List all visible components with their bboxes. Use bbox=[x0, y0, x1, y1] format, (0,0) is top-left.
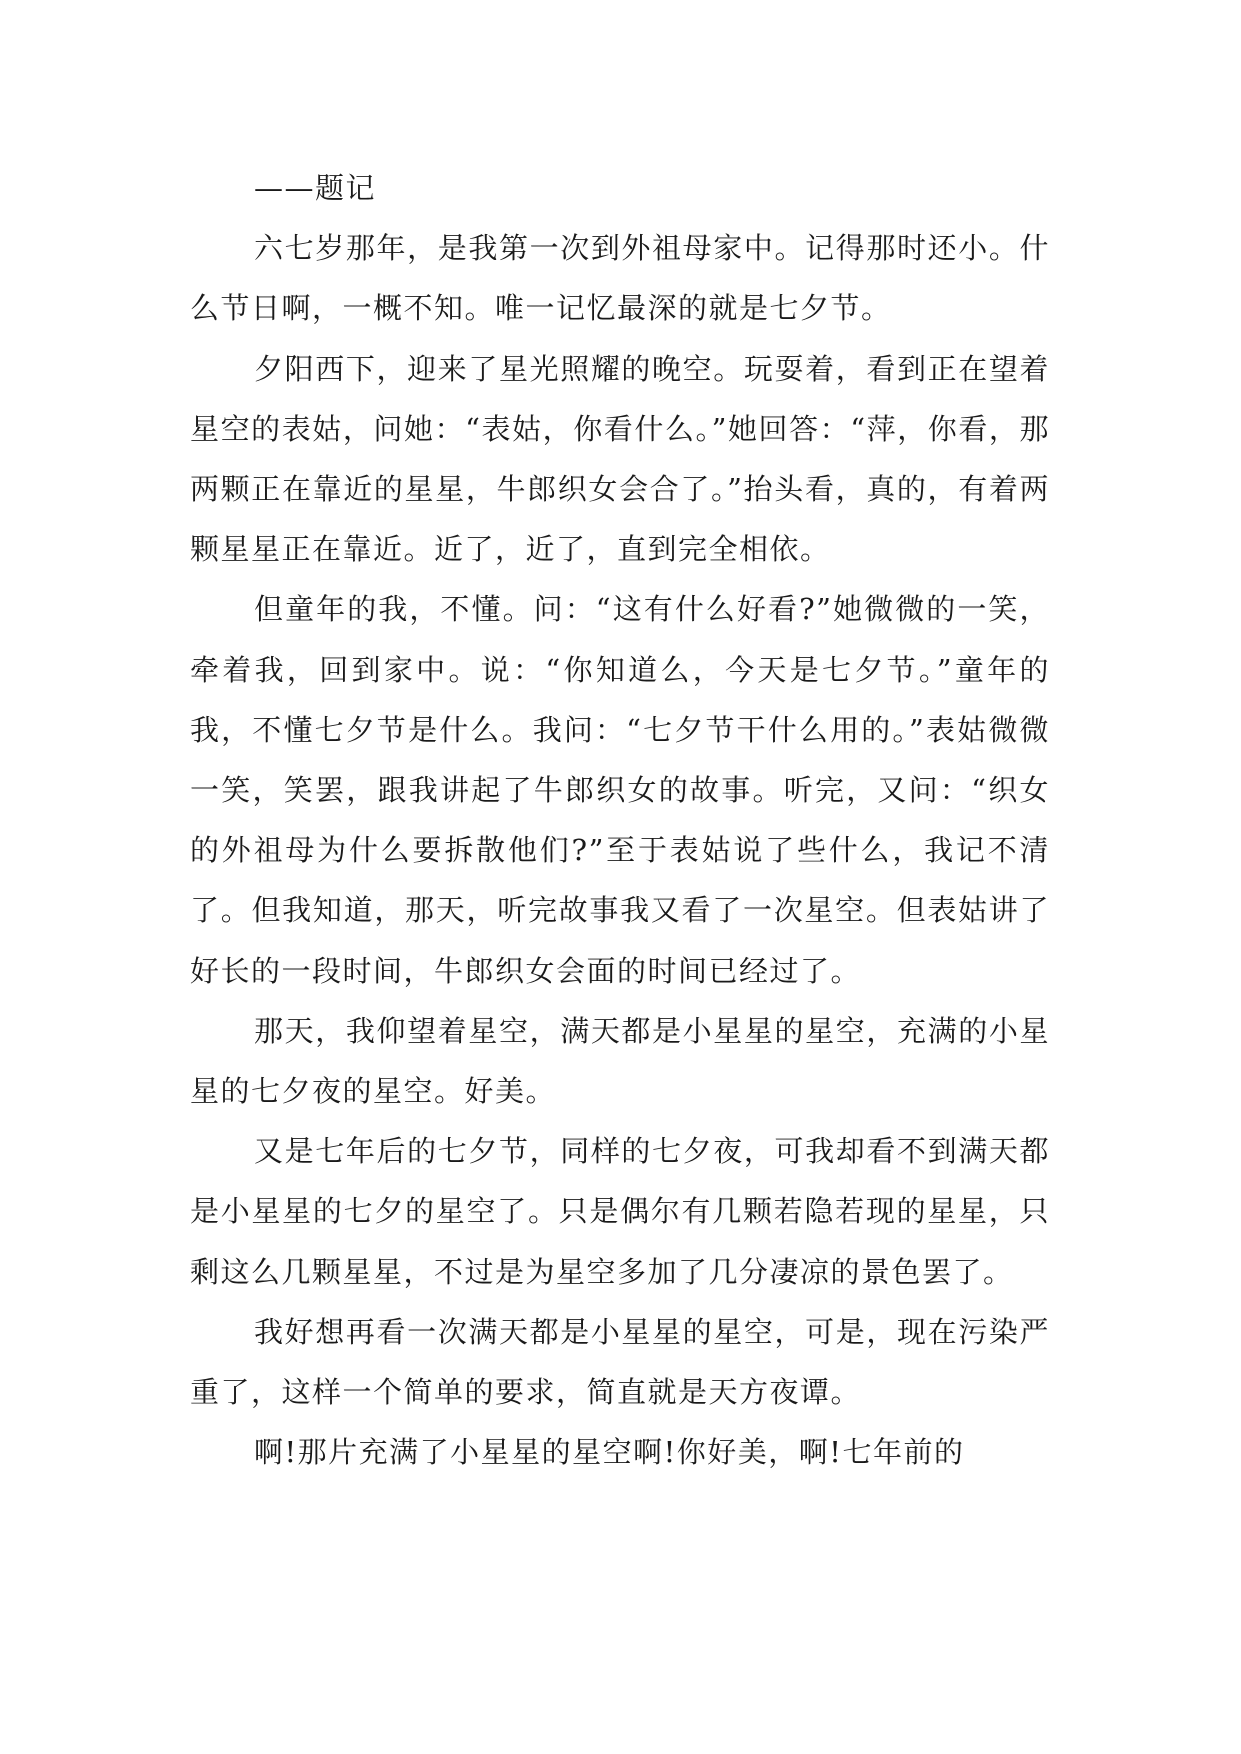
paragraph-qixi-story: 但童年的我，不懂。问：“这有什么好看?”她微微的一笑，牵着我，回到家中。说：“你知道么，今天是七夕节。”童年的我，不懂七夕节是什么。我问：“七夕节干什么用的。”表姑微微一笑，笑罢，跟我讲起了牛郎织女的故事。听完，又问：“织女的外祖母为什么要拆散他们?”至于表姑说了些什么，我记不清了。但我知道，那天，听完故事我又看了一次星空。但表姑讲了好长的一段时间，牛郎织女会面的时间已经过了。 bbox=[190, 592, 1050, 988]
paragraph-beautiful-sky: 那天，我仰望着星空，满天都是小星星的星空，充满的小星星的七夕夜的星空。好美。 bbox=[190, 1013, 1050, 1109]
paragraph-exclamation: 啊!那片充满了小星星的星空啊!你好美，啊!七年前的 bbox=[254, 1435, 965, 1470]
epigraph-attribution: ——题记 bbox=[254, 171, 377, 205]
paragraph-wish: 我好想再看一次满天都是小星星的星空，可是，现在污染严重了，这样一个简单的要求，简直就是天方夜谭。 bbox=[190, 1314, 1050, 1410]
paragraph-seven-years-later: 又是七年后的七夕节，同样的七夕夜，可我却看不到满天都是小星星的七夕的星空了。只是偶尔有几颗若隐若现的星星，只剩这么几颗星星，不过是为星空多加了几分凄凉的景色罢了。 bbox=[190, 1134, 1050, 1289]
document-body bbox=[190, 158, 1050, 1482]
paragraph-starry-evening: 夕阳西下，迎来了星光照耀的晚空。玩耍着，看到正在望着星空的表姑，问她：“表姑，你看什么。”她回答：“萍，你看，那两颗正在靠近的星星，牛郎织女会合了。”抬头看，真的，有着两颗星星正在靠近。近了，近了，直到完全相依。 bbox=[190, 351, 1050, 567]
paragraph-childhood-visit: 六七岁那年，是我第一次到外祖母家中。记得那时还小。什么节日啊，一概不知。唯一记忆最深的就是七夕节。 bbox=[190, 231, 1050, 326]
